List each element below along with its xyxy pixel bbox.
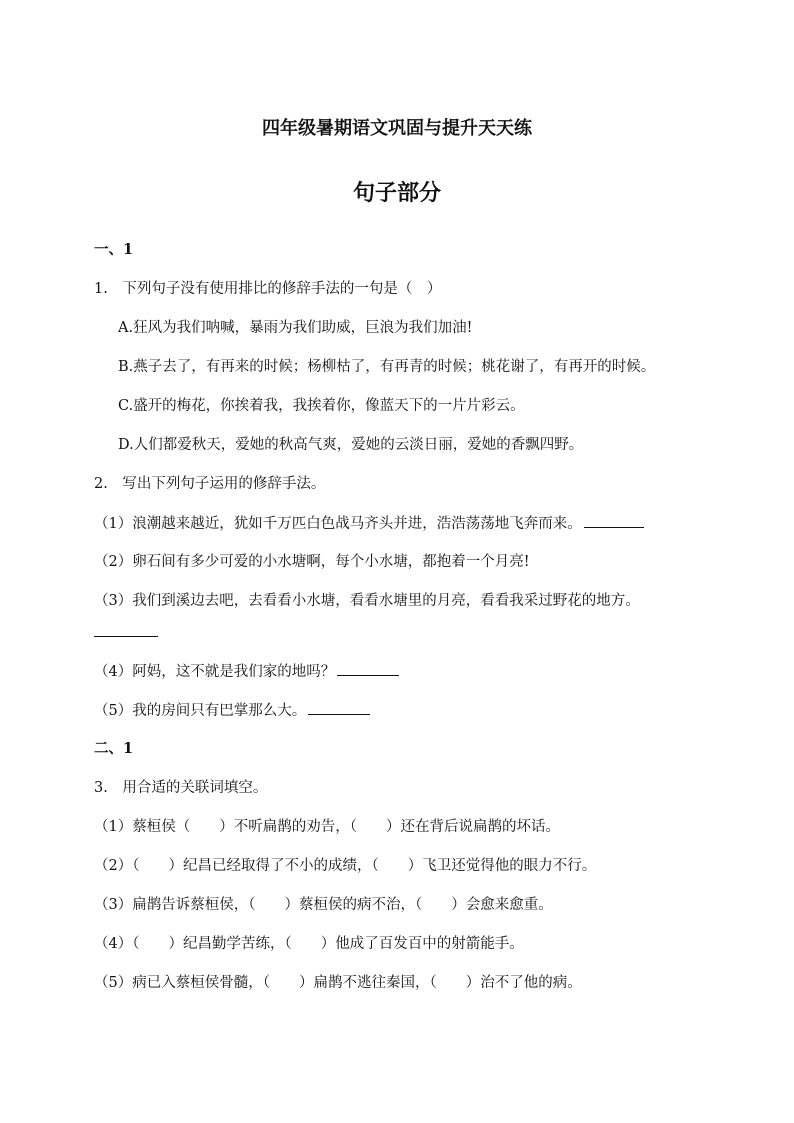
question-3-stem: 3. 用合适的关联词填空。 (94, 780, 268, 796)
question-2-item-3-blank-line (94, 622, 158, 643)
answer-blank[interactable] (308, 700, 370, 715)
section-heading-1: 一、1 (94, 241, 134, 258)
question-1-option-a: A.狂风为我们呐喊，暴雨为我们助威，巨浪为我们加油! (118, 320, 473, 336)
question-2-item (94, 661, 399, 682)
question-3-item: （3）扁鹊告诉蔡桓侯，（ ）蔡桓侯的病不治，（ ）会愈来愈重。 (94, 897, 553, 913)
question-1-option-c: C.盛开的梅花，你挨着我，我挨着你，像蓝天下的一片片彩云。 (118, 398, 525, 414)
question-2-item (94, 700, 370, 721)
answer-blank[interactable] (94, 622, 158, 637)
section-heading-2: 二、1 (94, 740, 134, 757)
question-2-stem: 2. 写出下列句子运用的修辞手法。 (94, 476, 326, 492)
question-1-option-b: B.燕子去了，有再来的时候；杨柳枯了，有再青的时候；桃花谢了，有再开的时候。 (118, 359, 656, 375)
question-2-item (94, 591, 640, 611)
question-2-item-text: （1）浪潮越来越近，犹如千万匹白色战马齐头并进，浩浩荡荡地飞奔而来。 (94, 516, 582, 532)
question-1-stem: 1. 下列句子没有使用排比的修辞手法的一句是（ ） (94, 281, 442, 297)
document-title: 四年级暑期语文巩固与提升天天练 (262, 118, 532, 139)
question-2-item-text: （4）阿妈，这不就是我们家的地吗？ (94, 664, 336, 680)
answer-blank[interactable] (584, 513, 644, 528)
question-2-item-text: （3）我们到溪边去吧，去看看小水塘，看看水塘里的月亮，看看我采过野花的地方。 (94, 593, 640, 609)
question-3-item: （2）（ ）纪昌已经取得了不小的成绩，（ ）飞卫还觉得他的眼力不行。 (94, 858, 597, 874)
question-2-item-text: （5）我的房间只有巴掌那么大。 (94, 703, 307, 719)
question-2-item-text: （2）卵石间有多少可爱的小水塘啊，每个小水塘，都抱着一个月亮! (94, 554, 530, 570)
question-2-item (94, 552, 530, 572)
question-3-item: （5）病已入蔡桓侯骨髓，（ ）扁鹊不逃往秦国，（ ）治不了他的病。 (94, 975, 582, 991)
question-2-item (94, 513, 644, 534)
answer-blank[interactable] (337, 661, 399, 676)
question-3-item: （4）（ ）纪昌勤学苦练，（ ）他成了百发百中的射箭能手。 (94, 936, 524, 952)
section-subtitle: 句子部分 (352, 180, 441, 206)
question-3-item: （1）蔡桓侯（ ）不听扁鹊的劝告，（ ）还在背后说扁鹊的坏话。 (94, 819, 560, 835)
question-1-option-d: D.人们都爱秋天，爱她的秋高气爽，爱她的云淡日丽，爱她的香飘四野。 (118, 437, 584, 453)
